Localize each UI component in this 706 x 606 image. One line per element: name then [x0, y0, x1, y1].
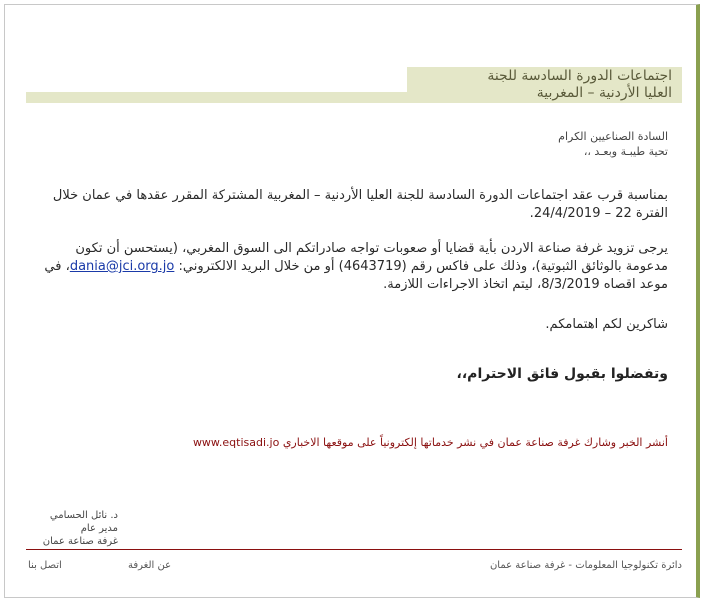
salutation: [558, 129, 668, 159]
signature-name: د. نائل الحسامي: [49, 510, 118, 521]
promo-link[interactable]: أنشر الخبر وشارك غرفة صناعة عمان في نشر خدماتها إلكترونياً على موقعها الاخباري www.eqtisadi.jo: [192, 436, 668, 449]
paragraph-request: [40, 240, 668, 294]
title-line-2: العليا الأردنية – المغربية: [536, 85, 672, 101]
page-title: [487, 68, 672, 102]
footer-department: دائرة تكنولوجيا المعلومات - غرفة صناعة عمان: [489, 560, 682, 571]
footer-about-link[interactable]: عن الغرفة: [128, 560, 172, 571]
salutation-line-2: تحية طيبـة وبعـد ،،: [583, 145, 668, 158]
signature-role: مدير عام: [80, 523, 118, 534]
salutation-line-1: السادة الصناعيين الكرام: [558, 130, 668, 143]
email-link[interactable]: dania@jci.org.jo: [69, 259, 175, 274]
footer-divider: [26, 549, 682, 550]
request-text: يرجى تزويد غرفة صناعة الاردن بأية قضايا أو صعوبات تواجه صادراتكم الى السوق المغربي، (يستحسن أن تكون مدعومة بالوثائق الثبوتية)، وذلك على فاكس رقم (4643719) أو من خلال البريد الالكتروني:: [75, 241, 668, 274]
paragraph-thanks: شاكرين لكم اهتمامكم.: [545, 317, 668, 332]
paragraph-intro: بمناسبة قرب عقد اجتماعات الدورة السادسة للجنة العليا الأردنية – المغربية المشتركة المقرر عقدها في عمان خلال الفترة 22 – 24/4/2019.: [52, 188, 668, 221]
signature: [26, 509, 118, 548]
title-line-1: اجتماعات الدورة السادسة للجنة: [487, 68, 672, 84]
signature-org: غرفة صناعة عمان: [42, 536, 118, 547]
closing-text: وتفضلوا بقبول فائق الاحترام،،: [456, 366, 668, 382]
footer-contact-link[interactable]: اتصل بنا: [28, 560, 62, 571]
request-deadline: ، في موعد اقصاه 8/3/2019، ليتم اتخاذ الاجراءات اللازمة.: [44, 259, 668, 292]
